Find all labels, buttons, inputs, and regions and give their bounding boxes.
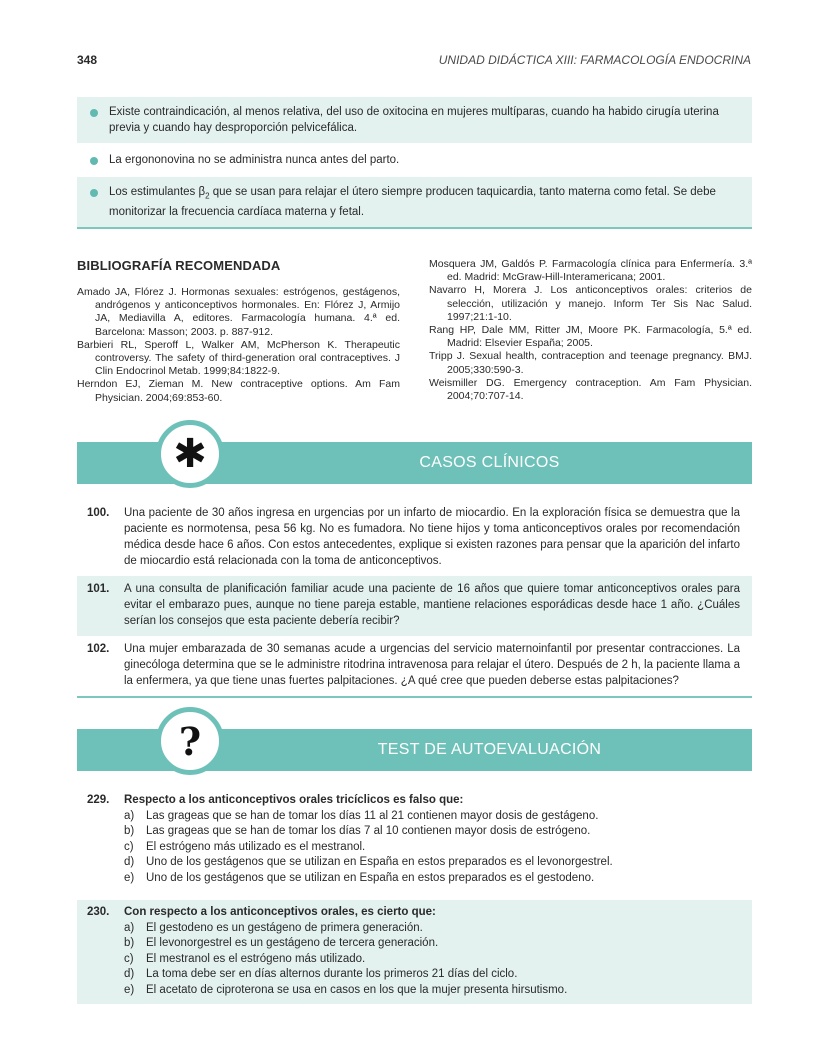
question-stem: Con respecto a los anticonceptivos orales, es cierto que: [124,906,436,918]
option-letter: b) [124,825,135,837]
question-number: 229. [87,794,110,806]
page-number: 348 [77,53,98,67]
bibliography-column-right [429,258,752,403]
case-number: 102. [87,643,110,655]
bullet-icon [90,189,98,197]
test-banner [77,718,752,771]
key-point-text: La ergononovina no se administra nunca antes del parto. [109,154,400,166]
bibliography-title: BIBLIOGRAFÍA RECOMENDADA [77,258,281,273]
option-text: El mestranol es el estrógeno más utilizado. [146,952,366,965]
case-text: A una consulta de planificación familiar acude una paciente de 16 años que quiere tomar anticonceptivos orales para evitar el embarazo pues, aunque no tiene pareja estable, mantiene relaciones esporádicas desde hace 1 año. ¿Cuáles serían los consejos que esta paciente debería recibir? [124,583,740,627]
case-number: 101. [87,583,110,595]
answer-option [124,809,740,825]
bullet-icon [90,157,98,165]
option-letter: d) [124,968,135,980]
answer-option [124,983,740,999]
question-stem: Respecto a los anticonceptivos orales tricíclicos es falso que: [124,794,464,806]
bibliography-column-left [77,286,400,405]
answer-option [124,840,740,856]
option-text: Uno de los gestágenos que se utilizan en España en estos preparados es el levonorgestrel. [146,856,613,868]
bibliography-entry: Amado JA, Flórez J. Hormonas sexuales: estrógenos, gestágenos, andrógenos y anticonceptivos hormonales. En: Flórez J, Armijo JA, Mediavilla A, editores. Farmacología humana. 4.ª ed. Barcelona: Masson; 2003. p. 887-912. [77,286,400,338]
option-letter: e) [124,983,135,996]
option-letter: c) [124,952,134,965]
running-head: UNIDAD DIDÁCTICA XIII: FARMACOLOGÍA ENDOCRINA [438,53,751,67]
self-assessment-test [77,788,752,1004]
cases-banner [77,432,752,484]
key-point-text [109,186,716,218]
option-text: El gestodeno es un gestágeno de primera generación. [146,921,423,934]
answer-option [124,824,740,840]
option-text: El levonorgestrel es un gestágeno de tercera generación. [146,937,439,949]
option-letter: d) [124,856,135,868]
case-text: Una mujer embarazada de 30 semanas acude a urgencias del servicio maternoinfantil por presentar contracciones. La ginecóloga determina que se le administre ritodrina intravenosa para relajar el útero. Después de 2 h, la paciente llama a la enfermera, ya que tiene unas fuertes palpitaciones. ¿A qué cree que pueden deberse estas palpitaciones? [124,643,740,687]
bibliography-entry: Barbieri RL, Speroff L, Walker AM, McPherson K. Therapeutic controversy. The safety of third-generation oral contraceptives. J Clin Endocrinol Metab. 1999;84:1822-9. [77,338,400,378]
option-text: El acetato de ciproterona se usa en casos en los que la mujer presenta hirsutismo. [146,983,568,996]
key-point [77,97,752,143]
option-text: El estrógeno más utilizado es el mestranol. [146,840,366,853]
asterisk-icon: ✱ [156,420,224,488]
option-letter: c) [124,840,134,853]
clinical-cases [77,500,752,698]
option-letter: e) [124,871,135,884]
case-number: 100. [87,507,110,519]
answer-option [124,921,740,937]
option-text: Uno de los gestágenos que se utilizan en España en estos preparados es el gestodeno. [146,871,595,884]
bibliography-entry: Herndon EJ, Zieman M. New contraceptive options. Am Fam Physician. 2004;69:853-60. [77,378,400,404]
key-point-text: Existe contraindicación, al menos relativa, del uso de oxitocina en mujeres multíparas, cuando ha habido cirugía uterina previa y cuando hay desproporción pelvicefálica. [109,106,719,134]
cases-title: CASOS CLÍNICOS [419,454,560,471]
bibliography-entry: Navarro H, Morera J. Los anticonceptivos orales: criterios de selección, utilización y manejo. Inform Ter Sis Nac Salud. 1997;21:1-10. [429,284,752,323]
case-text: Una paciente de 30 años ingresa en urgencias por un infarto de miocardio. En la exploración física se demuestra que la paciente es normotensa, pesa 56 kg. No es fumadora. No tiene hijos y toma anticonceptivos orales por recomendación médica desde hace 6 años. Con estos antecedentes, explique si existen razones para pensar que la aparición del infarto de miocardio está relacionada con la toma de anticonceptivos. [124,507,740,567]
answer-option [124,952,740,968]
question-number: 230. [87,906,110,918]
option-letter: b) [124,937,135,949]
bibliography-entry: Mosquera JM, Galdós P. Farmacología clínica para Enfermería. 3.ª ed. Madrid: McGraw-Hill-Interamericana; 2001. [429,258,752,284]
option-text: Las grageas que se han de tomar los días 11 al 21 contienen mayor dosis de gestágeno. [146,809,599,822]
answer-option [124,855,740,871]
key-point [77,175,752,227]
option-letter: a) [124,921,135,934]
test-title: TEST DE AUTOEVALUACIÓN [377,741,602,758]
option-letter: a) [124,809,135,822]
bibliography-entry: Tripp J. Sexual health, contraception and teenage pregnancy. BMJ. 2005;330:590-3. [429,350,752,376]
question-mark-icon: ? [156,707,224,775]
clinical-case [77,636,752,696]
option-text: Las grageas que se han de tomar los días 7 al 10 contienen mayor dosis de estrógeno. [146,825,591,837]
bibliography-entry: Weismiller DG. Emergency contraception. Am Fam Physician. 2004;70:707-14. [429,376,752,403]
key-points-box [77,97,752,229]
test-question [77,788,752,892]
option-text: La toma debe ser en días alternos durante los primeros 21 días del ciclo. [146,968,518,980]
subscript: 2 [205,191,210,201]
bullet-icon [90,109,98,117]
clinical-case [77,500,752,576]
answer-option [124,967,740,983]
key-point-text-part: Los estimulantes β [109,186,206,198]
test-question [77,900,752,1004]
bibliography-entry: Rang HP, Dale MM, Ritter JM, Moore PK. Farmacología, 5.ª ed. Madrid: Elsevier España; 2005. [429,324,752,350]
key-point [77,143,752,175]
answer-option [124,871,740,887]
answer-option [124,936,740,952]
clinical-case [77,576,752,636]
key-point-text-part: que se usan para relajar el útero siempre producen taquicardia, tanto materna como fetal. Se debe monitorizar la frecuencia cardíaca materna y fetal. [109,186,716,219]
